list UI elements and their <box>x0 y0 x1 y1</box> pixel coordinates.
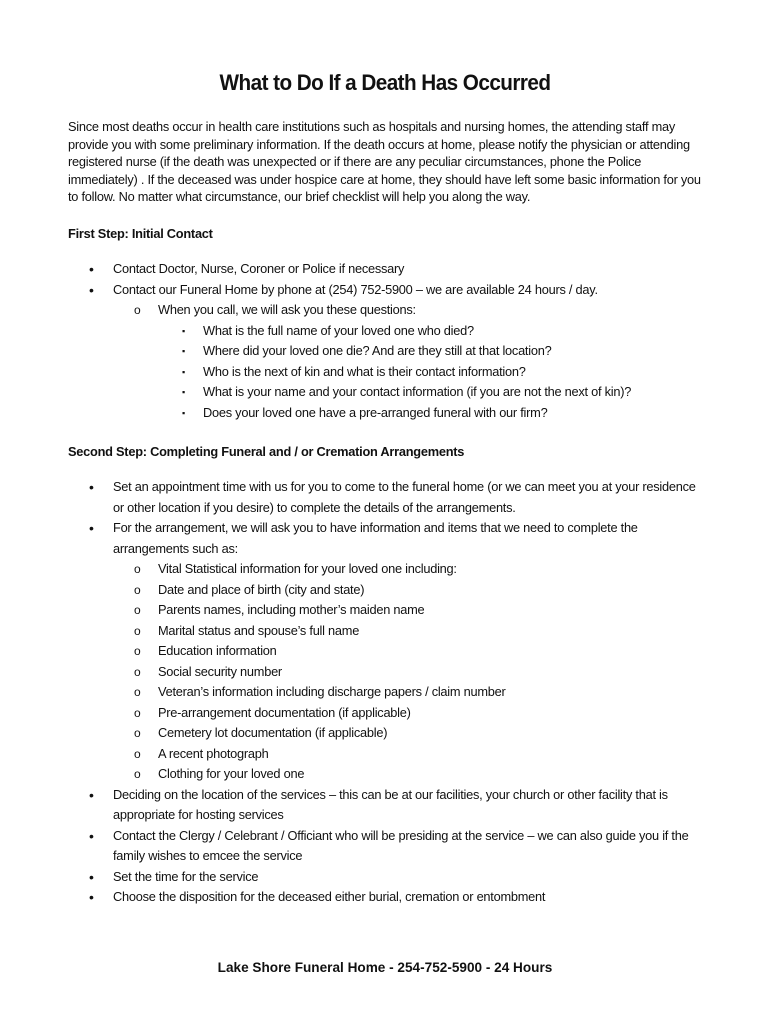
list-item-text: What is the full name of your loved one who died? <box>203 322 474 338</box>
list-item-text: Deciding on the location of the services – this can be at our facilities, your church or other facility that is appropriate for hosting services <box>113 786 668 822</box>
square-marker: ▪ <box>182 387 185 397</box>
circle-marker: o <box>134 644 141 658</box>
list-item <box>0 259 703 280</box>
circle-marker: o <box>134 705 141 720</box>
list-item <box>0 867 703 888</box>
circle-marker: o <box>134 767 141 781</box>
list-subitem <box>0 662 703 683</box>
list-subitem <box>0 723 703 744</box>
square-marker: ▪ <box>182 407 185 418</box>
list-item-text: Choose the disposition for the deceased either burial, cremation or entombment <box>113 889 546 904</box>
list-item <box>0 785 703 826</box>
step2-heading: Second Step: Completing Funeral and / or Cremation Arrangements <box>68 444 465 459</box>
list-item <box>0 826 703 867</box>
list-subitem <box>0 744 703 765</box>
list-item-text: For the arrangement, we will ask you to have information and items that we need to complete the arrangements such as: <box>113 520 638 556</box>
list-item-text: Contact Doctor, Nurse, Coroner or Police if necessary <box>113 261 405 276</box>
list-item-text: Pre-arrangement documentation (if applicable) <box>158 704 411 720</box>
circle-marker: o <box>134 582 141 597</box>
question-item <box>0 362 703 383</box>
question-item <box>0 321 703 342</box>
square-marker: ▪ <box>182 325 185 336</box>
list-item-text: Where did your loved one die? And are they still at that location? <box>203 343 552 358</box>
list-item-text: Contact our Funeral Home by phone at (254) 752-5900 – we are available 24 hours / day. <box>113 281 598 297</box>
page-title: What to Do If a Death Has Occurred <box>219 70 551 95</box>
circle-marker: o <box>134 623 141 638</box>
list-item-text: Social security number <box>158 663 282 679</box>
list-item-text: Veteran’s information including discharge papers / claim number <box>158 684 506 699</box>
footer-contact: Lake Shore Funeral Home - 254-752-5900 - 24 Hours <box>217 960 553 975</box>
list-item-text: Set an appointment time with us for you to come to the funeral home (or we can meet you at your residence or other location if you desire) to complete the details of the arrangements. <box>113 479 696 515</box>
list-item-text: Contact the Clergy / Celebrant / Officiant who will be presiding at the service – we can also guide you if the family wishes to emcee the service <box>113 827 689 863</box>
circle-marker: o <box>134 726 141 740</box>
list-subitem <box>0 682 703 703</box>
bullet-marker: • <box>89 479 94 495</box>
list-subitem <box>0 300 703 321</box>
list-item-text: Who is the next of kin and what is their contact information? <box>203 363 526 379</box>
step1-heading: First Step: Initial Contact <box>68 226 213 241</box>
list-subitem <box>0 764 703 785</box>
bullet-marker: • <box>89 868 94 885</box>
list-item-text: Set the time for the service <box>113 868 259 884</box>
bullet-marker: • <box>89 520 94 536</box>
list-subitem <box>0 580 703 601</box>
list-subitem <box>0 703 703 724</box>
step1-list <box>0 259 770 423</box>
list-item-text: When you call, we will ask you these questions: <box>158 302 416 317</box>
bullet-marker: • <box>89 889 94 905</box>
list-subitem <box>0 559 703 580</box>
question-item <box>0 382 703 403</box>
list-subitem <box>0 621 703 642</box>
list-item-text: Parents names, including mother’s maiden name <box>158 602 425 617</box>
question-item <box>0 403 703 424</box>
square-marker: ▪ <box>182 346 185 356</box>
circle-marker: o <box>134 685 141 699</box>
bullet-marker: • <box>89 281 94 298</box>
list-item-text: Cemetery lot documentation (if applicable) <box>158 725 388 740</box>
circle-marker: o <box>134 746 141 761</box>
list-item-text: A recent photograph <box>158 745 269 761</box>
list-item <box>0 887 703 908</box>
list-subitem <box>0 641 703 662</box>
bullet-marker: • <box>89 827 94 844</box>
list-item <box>0 518 703 559</box>
list-item-text: Marital status and spouse’s full name <box>158 622 360 638</box>
list-item-text: Does your loved one have a pre-arranged funeral with our firm? <box>203 404 548 420</box>
circle-marker: o <box>134 303 141 317</box>
intro-paragraph: Since most deaths occur in health care institutions such as hospitals and nursing homes, the attending staff may provide you with some preliminary information. If the death occurs at home, please notify the physician or attending registered nurse (if the death was unexpected or if there are any peculiar circumstances, phone the Police immediately) . If the deceased was under hospice care at home, they should have left some basic information for you to follow. No matter what circumstance, our brief checklist will help you along the way. <box>68 119 701 205</box>
step2-list <box>0 477 770 908</box>
question-item <box>0 341 703 362</box>
list-item-text: Vital Statistical information for your loved one including: <box>158 561 457 576</box>
list-item-text: Education information <box>158 643 277 658</box>
circle-marker: o <box>134 603 141 617</box>
square-marker: ▪ <box>182 366 185 377</box>
circle-marker: o <box>134 664 141 679</box>
circle-marker: o <box>134 562 141 576</box>
list-item <box>0 280 703 301</box>
bullet-marker: • <box>89 786 94 803</box>
list-item-text: What is your name and your contact information (if you are not the next of kin)? <box>203 384 632 399</box>
bullet-marker: • <box>89 261 94 277</box>
list-item-text: Clothing for your loved one <box>158 766 305 781</box>
list-item <box>0 477 703 518</box>
list-subitem <box>0 600 703 621</box>
list-item-text: Date and place of birth (city and state) <box>158 581 365 597</box>
